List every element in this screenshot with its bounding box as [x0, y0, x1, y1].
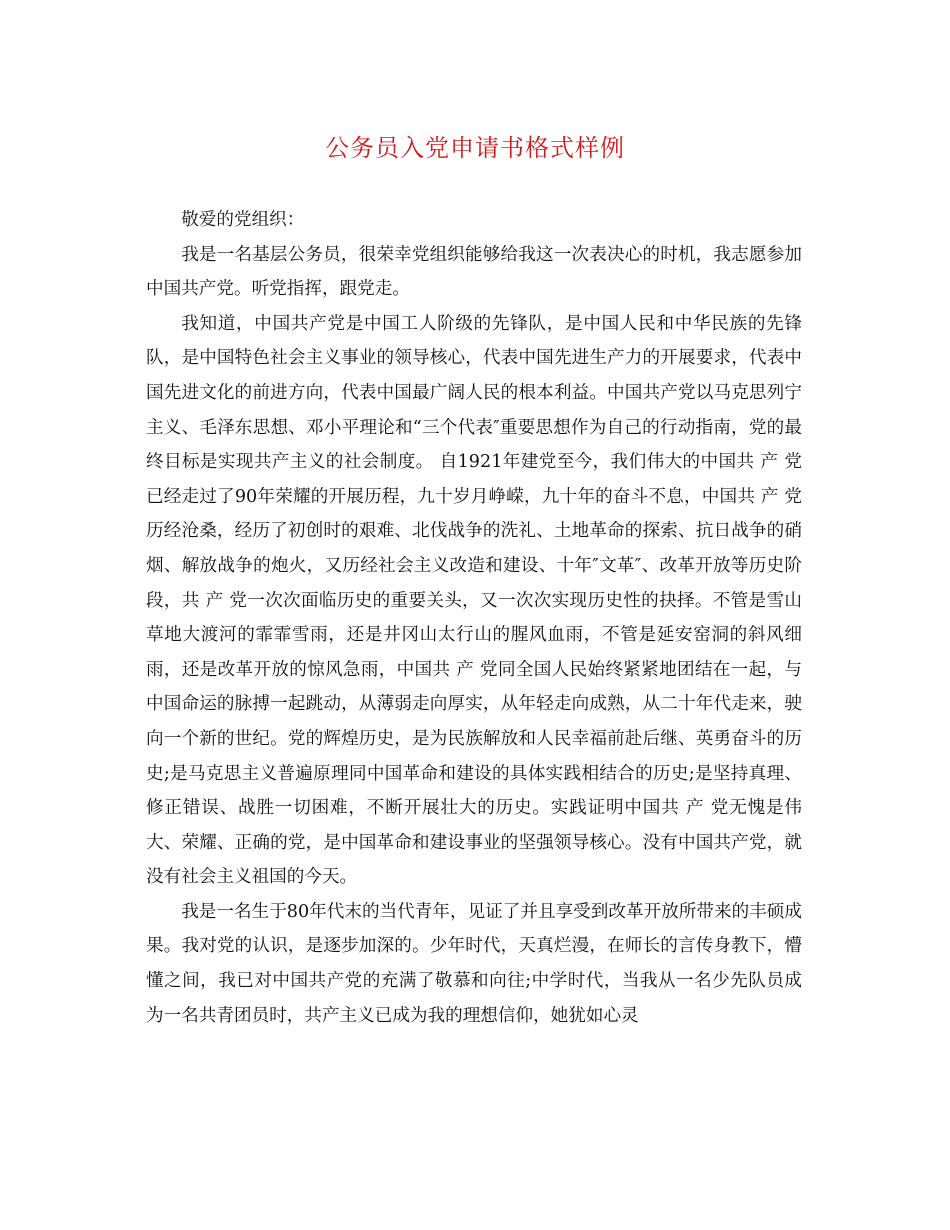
salutation: 敬爱的党组织：: [181, 210, 305, 230]
document-title: 公务员入党申请书格式样例: [325, 134, 625, 162]
document-body: [146, 203, 802, 1033]
paragraph-2: 我知道，中国共产党是中国工人阶级的先锋队，是中国人民和中华民族的先锋队，是中国特色社会主义事业的领导核心，代表中国先进生产力的开展要求，代表中国先进文化的前进方向，代表中国最广阔人民的根本利益。中国共产党以马克思列宁主义、毛泽东思想、邓小平理论和“三个代表″重要思想作为自己的行动指南，党的最终目标是实现共产主义的社会制度。 自1921年建党至今，我们伟大的中国共 产 党已经走过了90年荣耀的开展历程，九十岁月峥嵘，九十年的奋斗不息，中国共 产 党历经沧桑，经历了初创时的艰难、北伐战争的洗礼、土地革命的探索、抗日战争的硝烟、解放战争的炮火，又历经社会主义改造和建设、十年″文革″、改革开放等历史阶段，共 产 党一次次面临历史的重要关头，又一次次实现历史性的抉择。不管是雪山草地大渡河的霏霏雪雨，还是井冈山太行山的腥风血雨，不管是延安窑洞的斜风细雨，还是改革开放的惊风急雨，中国共 产 党同全国人民始终紧紧地团结在一起，与中国命运的脉搏一起跳动，从薄弱走向厚实，从年轻走向成熟，从二十年代走来，驶向一个新的世纪。党的辉煌历史，是为民族解放和人民幸福前赴后继、英勇奋斗的历史;是马克思主义普遍原理同中国革命和建设的具体实践相结合的历史;是坚持真理、修正错误、战胜一切困难，不断开展壮大的历史。实践证明中国共 产 党无愧是伟大、荣耀、正确的党，是中国革命和建设事业的坚强领导核心。没有中国共产党，就没有社会主义祖国的今天。: [146, 313, 802, 888]
paragraph-1: 我是一名基层公务员，很荣幸党组织能够给我这一次表决心的时机，我志愿参加中国共产党。听党指挥，跟党走。: [146, 244, 802, 300]
paragraph-3: 我是一名生于80年代末的当代青年，见证了并且享受到改革开放所带来的丰硕成果。我对党的认识，是逐步加深的。少年时代，天真烂漫，在师长的言传身教下，懵懂之间，我已对中国共产党的充满了敬慕和向往;中学时代，当我从一名少先队员成为一名共青团员时，共产主义已成为我的理想信仰，她犹如心灵: [146, 901, 802, 1026]
